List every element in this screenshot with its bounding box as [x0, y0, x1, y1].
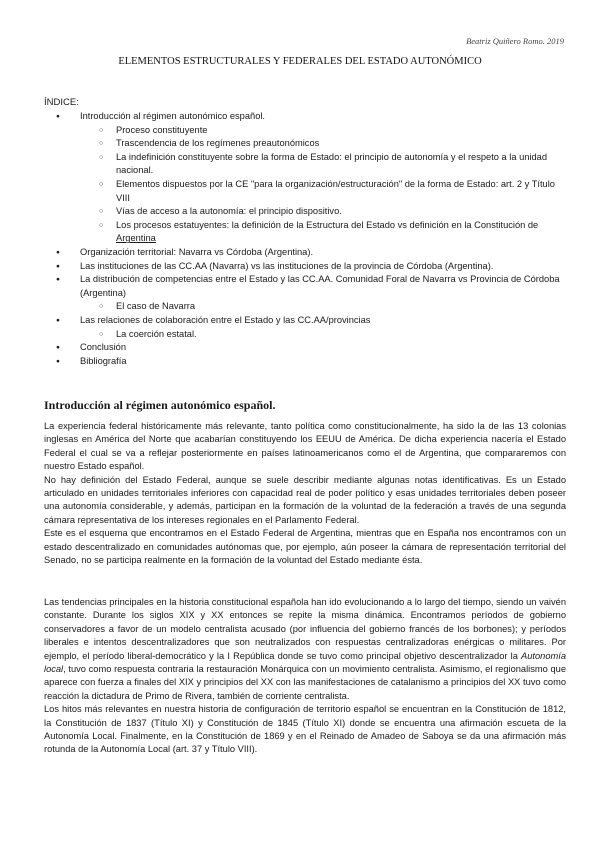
- toc-item: ● Las relaciones de colaboración entre el Estado y las CC.AA/provincias: [44, 314, 570, 328]
- body-block-2: [44, 596, 566, 757]
- toc-subitem: ○ Los procesos estatuyentes: la definición de la Estructura del Estado vs definición en la Constitución de Argentina: [44, 219, 570, 246]
- paragraph: Este es el esquema que encontramos en el Estado Federal de Argentina, mientras que en España nos encontramos con un estado descentralizado en comunidades autónomas que, por ejemplo, aún poseer la cámara de representación territorial del Senado, no se participa realmente en la formación de la voluntad del Estado mediante ésta.: [44, 528, 566, 566]
- paragraph: Los hitos más relevantes en nuestra historia de configuración de territorio español se encuentran en la Constitución de 1812, la Constitución de 1837 (Título XI) y Constitución de 1845 (Título XI) donde se encuentra una afirmación escueta de la Autonomía Local. Finalmente, en la Constitución de 1869 y en el Reinado de Amadeo de Saboya se da una afirmación más rotunda de la Autonomía Local (art. 37 y Título VIII).: [44, 704, 566, 755]
- author-line: Beatriz Quiñero Romo. 2019: [466, 36, 564, 46]
- paragraph: Las tendencias principales en la historia constitucional española han ido evolucionando a lo largo del tiempo, siendo un vaivén constante. Durante los siglos XIX y XX entonces se repite la misma dinámica. Encontramos períodos de gobierno conservadores a favor de un modelo centralista acusado (por influencia del gobierno francés de los borbones); y períodos liberales e intentos descentralizadores que son neutralizados con respuestas centralizadoras enérgicas o militares. Por ejemplo, el período liberal-democrático y la I República donde se tuvo como principal objetivo descentralizador la Autonomía local, tuvo como respuesta contraria la restauración Monárquica con un movimiento centralista. Asimismo, el regionalismo que aparece con fuerza a finales del XIX y principios del XX con las manifestaciones de catalanismo a principios del XX tuvo como reacción la dictadura de Primo de Rivera, también de corriente centralista.: [44, 597, 566, 701]
- toc-subitem: ○ La indefinición constituyente sobre la forma de Estado: el principio de autonomía y el respeto a la unidad nacional.: [44, 151, 570, 178]
- toc-item: ● Bibliografía: [44, 355, 570, 369]
- toc-item: ● La distribución de competencias entre el Estado y las CC.AA. Comunidad Foral de Navarra vs Provincia de Córdoba (Argentina): [44, 273, 570, 300]
- body-block-1: [44, 420, 566, 567]
- document-title: ELEMENTOS ESTRUCTURALES Y FEDERALES DEL ESTADO AUTONÓMICO: [118, 56, 482, 67]
- toc-subitem: ○ La coerción estatal.: [44, 328, 570, 342]
- argentina-link[interactable]: Argentina: [116, 233, 156, 244]
- toc-subitem: ○ Elementos dispuestos por la CE "para la organización/estructuración" de la forma de Estado: art. 2 y Título VIII: [44, 178, 570, 205]
- index-label: ÍNDICE:: [44, 97, 79, 108]
- paragraph: La experiencia federal históricamente más relevante, tanto política como constitucionalmente, ha sido la de las 13 colonias inglesas en América del Norte que acabarían constituyendo los EEUU de América. De dicha experiencia nacería el Estado Federal el cual se va a reflejar posteriormente en países latinoamericanos como el de Argentina, que compararemos con nuestro Estado español.: [44, 421, 566, 472]
- toc-item: ● Organización territorial: Navarra vs Córdoba (Argentina).: [44, 246, 570, 260]
- paragraph: No hay definición del Estado Federal, aunque se suele describir mediante algunas notas identificativas. Es un Estado articulado en unidades territoriales inferiores con capacidad real de poder político y esas unidades territoriales deben poseer una autonomía considerable, y además, participan en la formación de la voluntad de la federación a través de una segunda cámara representativa de los intereses regionales en el Parlamento Federal.: [44, 474, 566, 525]
- toc-subitem: ○ Proceso constituyente: [44, 124, 570, 138]
- section-heading: Introducción al régimen autonómico español.: [44, 398, 276, 412]
- toc-item: ● Las instituciones de las CC.AA (Navarra) vs las instituciones de la provincia de Córdoba (Argentina).: [44, 260, 570, 274]
- toc-subitem: ○ El caso de Navarra: [44, 300, 570, 314]
- toc-item: ● Introducción al régimen autonómico español.: [44, 110, 570, 124]
- toc-subitem: ○ Vías de acceso a la autonomía: el principio dispositivo.: [44, 205, 570, 219]
- table-of-contents: [44, 110, 570, 368]
- toc-item: ● Conclusión: [44, 341, 570, 355]
- toc-subitem: ○ Trascendencia de los regímenes preautonómicos: [44, 137, 570, 151]
